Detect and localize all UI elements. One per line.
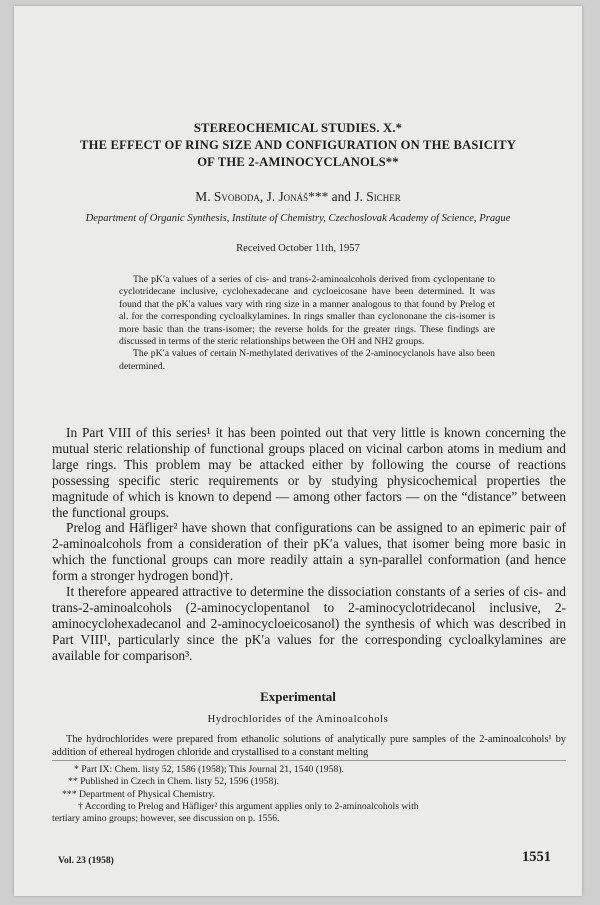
experimental-paragraph: The hydrochlorides were prepared from ethanolic solutions of analytically pure samples of the 2-aminoalcohols¹ by addition of ethereal hydrogen chloride and crystallised to a constant melting (52, 734, 566, 758)
introduction (52, 425, 566, 664)
author-1: M. Svoboda, (195, 189, 264, 204)
footnote-rule (52, 760, 566, 761)
section-heading: Experimental (260, 689, 336, 704)
journal-page (14, 6, 582, 896)
abstract (119, 274, 495, 373)
footnote-3: *** Department of Physical Chemistry. (62, 788, 215, 800)
footnote-4-continued: tertiary amino groups; however, see discussion on p. 1556. (52, 813, 280, 825)
abstract-paragraph-2: The pK′a values of certain N-methylated derivatives of the 2-aminocyclanols have also been determined. (119, 348, 495, 372)
title-line-1: STEREOCHEMICAL STUDIES. X.* (193, 121, 403, 135)
footnote-4: † According to Prelog and Häfliger² this argument applies only to 2-aminoalcohols with (78, 800, 419, 812)
title-line-3: OF THE 2-AMINOCYCLANOLS** (197, 155, 399, 169)
experimental-text (52, 733, 566, 759)
footnote-2: ** Published in Czech in Chem. listy 52, 1596 (1958). (68, 776, 279, 788)
subsection-heading: Hydrochlorides of the Aminoalcohols (207, 714, 389, 725)
author-3: J. Sicher (354, 189, 401, 204)
article-title (14, 120, 582, 171)
body-paragraph-3: It therefore appeared attractive to determine the dissociation constants of a series of cis- and trans-2-aminoalcohols (2-aminocyclopentanol to 2-aminocyclotridecanol inclusive, 2-aminocyclohexadecanol and 2-aminocycloeicosanol) the synthesis of which was described in Part VIII¹, particularly since the pK′a values for the corresponding cycloalkylamines are available for comparison³. (52, 584, 566, 663)
body-paragraph-1: In Part VIII of this series¹ it has been pointed out that very little is known concerning the mutual steric relationship of functional groups placed on vicinal carbon atoms in medium and large rings. This problem may be attacked either by following the course of reactions possessing specific steric requirements or by studying physicochemical properties the magnitude of which is known to depend — among other factors — on the “distance” between the functional groups. (52, 425, 566, 520)
affiliation: Department of Organic Synthesis, Institute of Chemistry, Czechoslovak Academy of Science, Prague (85, 213, 511, 224)
footnotes (52, 764, 566, 825)
footnote-1: * Part IX: Chem. listy 52, 1586 (1958); This Journal 21, 1540 (1958). (74, 764, 344, 775)
body-paragraph-2: Prelog and Häfliger² have shown that configurations can be assigned to an epimeric pair of 2-aminoalcohols from a consideration of their pK′a values, that isomer being more basic in which the functional groups can more readily attain a syn-parallel conformation (and hence form a stronger hydrogen bond)†. (52, 520, 566, 584)
title-line-2: THE EFFECT OF RING SIZE AND CONFIGURATION ON THE BASICITY (79, 138, 517, 152)
volume-info: Vol. 23 (1958) (58, 855, 114, 866)
author-and: and (331, 189, 351, 204)
abstract-paragraph-1: The pK′a values of a series of cis- and trans-2-aminoalcohols derived from cyclopentane to cyclotridecane inclusive, cyclohexadecane and cycloeicosane have been determined. It was found that the pK′a values vary with ring size in a manner analogous to that found by Prelog et al. for the corresponding cycloalkylamines. In rings smaller than cyclononane the cis-isomer is more basic than the trans-isomer; the reverse holds for the greater rings. These findings are discussed in terms of the steric relationships between the OH and NH2 groups. (119, 274, 495, 348)
page-number: 1551 (522, 849, 551, 865)
author-2: J. Jonáš*** (266, 189, 329, 204)
authors (14, 189, 582, 205)
received-date: Received October 11th, 1957 (236, 243, 360, 254)
